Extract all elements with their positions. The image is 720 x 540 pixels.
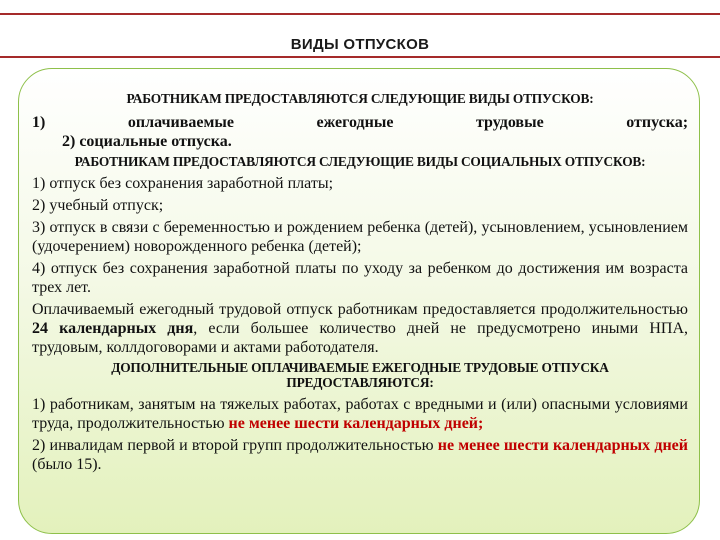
additional-leave-note: (было 15). <box>32 456 102 473</box>
social-leave-item: 3) отпуск в связи с беременностью и рождением ребенка (детей), усыновлением, усыновлением (удочерением) новорожденного ребенка (детей); <box>32 219 688 255</box>
annual-leave-text: Оплачиваемый ежегодный трудовой отпуск работникам предоставляется продолжительностью <box>32 301 688 318</box>
leave-types-heading: РАБОТНИКАМ ПРЕДОСТАВЛЯЮТСЯ СЛЕДУЮЩИЕ ВИДЫ ОТПУСКОВ: <box>126 91 594 106</box>
leave-type-1-w2: ежегодные <box>316 114 394 131</box>
leave-type-1-num: 1) <box>32 114 46 131</box>
additional-leave-item-1 <box>32 395 688 433</box>
annual-leave-paragraph <box>32 300 688 357</box>
content-body <box>32 91 688 474</box>
top-divider <box>0 13 720 15</box>
additional-leave-text: 1) работникам, занятым на тяжелых работах, работах с вредными и (или) опасными условиями труда, продолжительностью <box>32 396 688 432</box>
page-title: ВИДЫ ОТПУСКОВ <box>290 36 430 53</box>
title-divider <box>0 56 720 58</box>
leave-type-1-w1: оплачиваемые <box>127 114 234 131</box>
annual-leave-duration: 24 календарных дня <box>32 320 194 337</box>
additional-leave-item-2 <box>32 436 688 474</box>
annual-leave-text-tail: , если большее количество дней не предусмотрено иными НПА, трудовым, коллдоговорами и актами работодателя. <box>32 320 689 356</box>
additional-leave-duration: не менее шести календарных дней <box>437 437 688 454</box>
additional-leave-heading: ДОПОЛНИТЕЛЬНЫЕ ОПЛАЧИВАЕМЫЕ ЕЖЕГОДНЫЕ ТРУДОВЫЕ ОТПУСКА ПРЕДОСТАВЛЯЮТСЯ: <box>111 360 609 390</box>
additional-leave-text: 2) инвалидам первой и второй групп продолжительностью <box>32 437 438 454</box>
social-leave-item: 4) отпуск без сохранения заработной платы по уходу за ребенком до достижения им возраста трех лет. <box>32 260 688 296</box>
additional-leave-duration: не менее шести календарных дней; <box>228 415 484 432</box>
leave-type-1-w3: трудовые <box>476 114 544 131</box>
leave-type-1 <box>32 113 688 132</box>
leave-type-1-w4: отпуска; <box>626 114 689 131</box>
social-leave-item: 2) учебный отпуск; <box>32 197 164 214</box>
leave-type-2: 2) социальные отпуска. <box>62 133 232 150</box>
social-leave-item: 1) отпуск без сохранения заработной платы; <box>32 175 334 192</box>
social-leave-heading: РАБОТНИКАМ ПРЕДОСТАВЛЯЮТСЯ СЛЕДУЮЩИЕ ВИДЫ СОЦИАЛЬНЫХ ОТПУСКОВ: <box>74 154 646 169</box>
